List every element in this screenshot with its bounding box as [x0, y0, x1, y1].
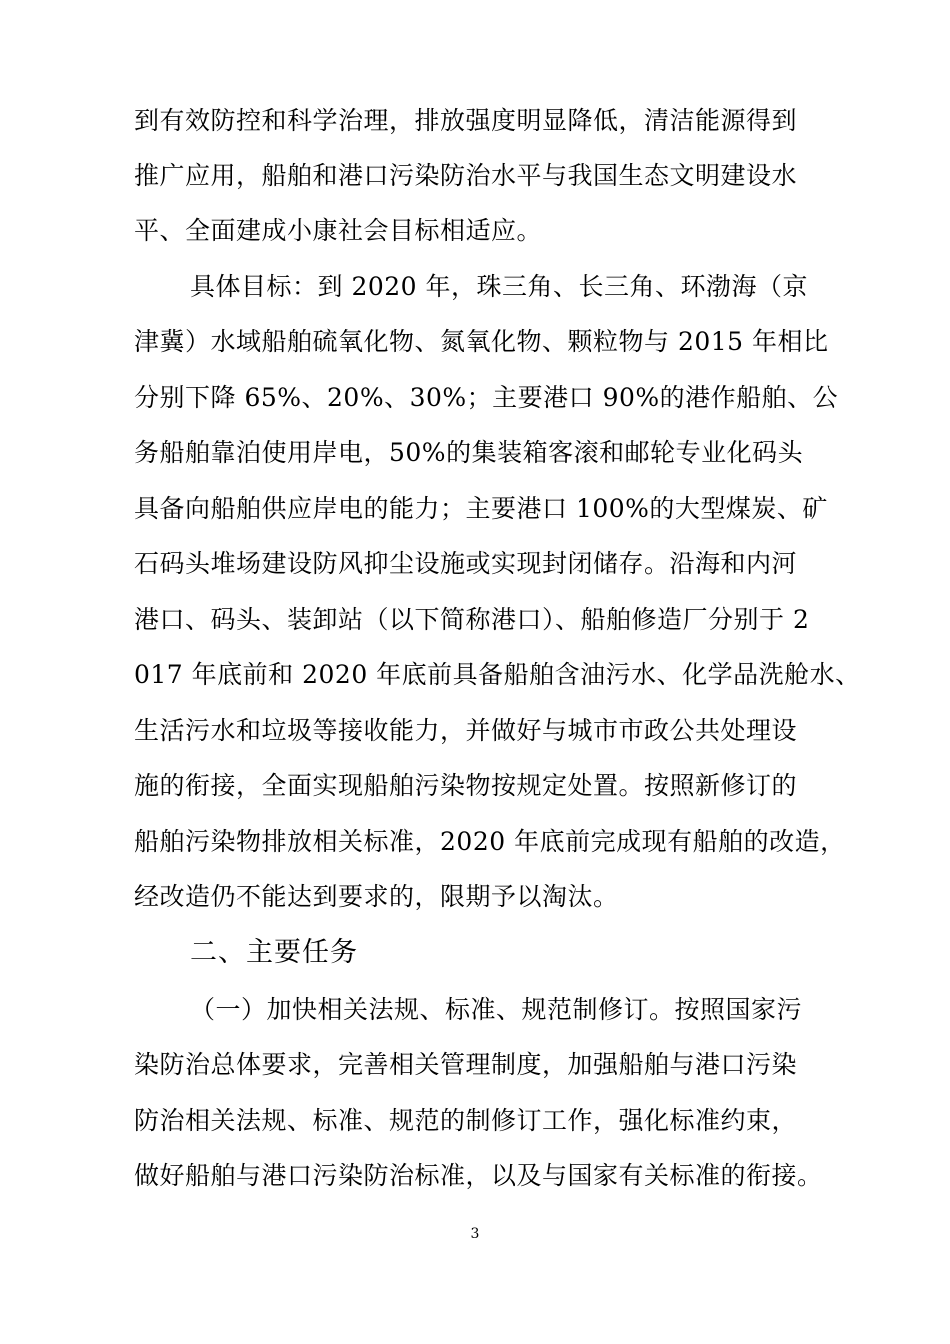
paragraph-line: 推广应用，船舶和港口污染防治水平与我国生态文明建设水 [134, 161, 798, 190]
paragraph-line: 分别下降 65%、20%、30%；主要港口 90%的港作船舶、公 [134, 383, 839, 412]
section-heading: 二、主要任务 [190, 937, 358, 968]
paragraph-line: 船舶污染物排放相关标准，2020 年底前完成现有船舶的改造， [134, 827, 846, 856]
paragraph-line: 具体目标：到 2020 年，珠三角、长三角、环渤海（京 [190, 272, 809, 301]
paragraph-line: 施的衔接，全面实现船舶污染物按规定处置。按照新修订的 [134, 771, 798, 800]
paragraph-line: 平、全面建成小康社会目标相适应。 [134, 216, 543, 245]
paragraph-line: 具备向船舶供应岸电的能力；主要港口 100%的大型煤炭、矿 [134, 494, 828, 523]
paragraph-line: 染防治总体要求，完善相关管理制度，加强船舶与港口污染 [134, 1050, 798, 1079]
paragraph-line: （一）加快相关法规、标准、规范制修订。按照国家污 [190, 995, 803, 1024]
paragraph-line: 津冀）水域船舶硫氧化物、氮氧化物、颗粒物与 2015 年相比 [134, 327, 829, 356]
paragraph-line: 务船舶靠泊使用岸电，50%的集装箱客滚和邮轮专业化码头 [134, 438, 804, 467]
paragraph-line: 到有效防控和科学治理，排放强度明显降低，清洁能源得到 [134, 106, 798, 135]
paragraph-line: 经改造仍不能达到要求的，限期予以淘汰。 [134, 882, 619, 911]
paragraph-line: 017 年底前和 2020 年底前具备船舶含油污水、化学品洗舱水、 [134, 660, 861, 689]
paragraph-line: 做好船舶与港口污染防治标准，以及与国家有关标准的衔接。 [134, 1161, 823, 1190]
page-number: 3 [470, 1226, 480, 1242]
paragraph-line: 生活污水和垃圾等接收能力，并做好与城市市政公共处理设 [134, 716, 798, 745]
paragraph-line: 石码头堆场建设防风抑尘设施或实现封闭储存。沿海和内河 [134, 549, 798, 578]
paragraph-line: 港口、码头、装卸站（以下简称港口）、船舶修造厂分别于 2 [134, 605, 810, 634]
paragraph-line: 防治相关法规、标准、规范的制修订工作，强化标准约束， [134, 1106, 798, 1135]
